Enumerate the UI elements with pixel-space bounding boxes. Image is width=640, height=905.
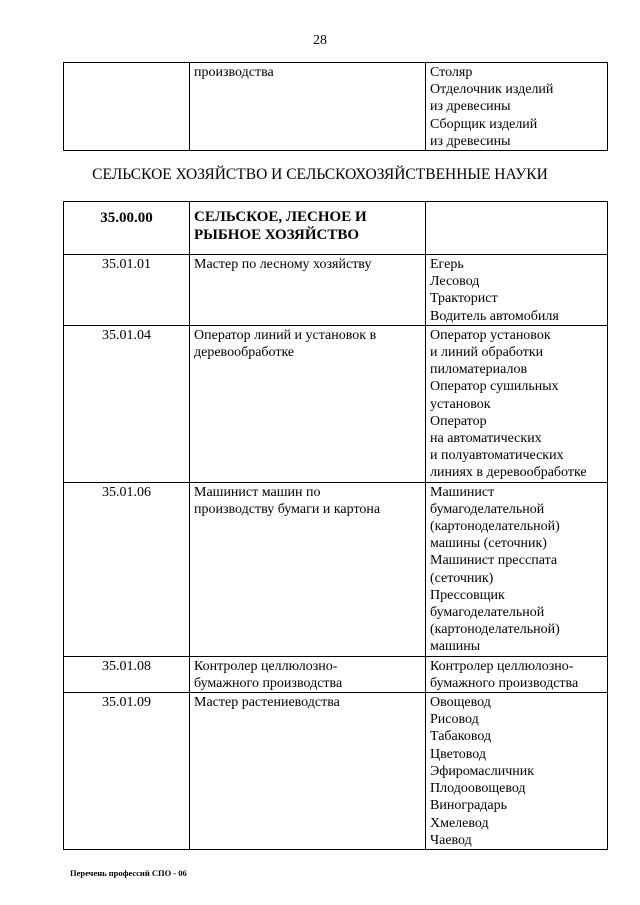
document-footer: Перечень профессий СПО - 06 xyxy=(70,868,187,878)
profession-item: Оператор xyxy=(430,413,487,429)
profession-item: (картоноделательной) xyxy=(430,519,560,535)
table-row xyxy=(64,325,608,482)
specialty-code: 35.01.09 xyxy=(64,693,190,850)
professions-table xyxy=(63,201,608,850)
profession-item: Прессовщик xyxy=(430,587,505,603)
profession-item: Столяр xyxy=(430,65,473,80)
table-row xyxy=(64,482,608,656)
profession-item: Сборщик изделий xyxy=(430,116,538,132)
group-name-line: РЫБНОЕ ХОЗЯЙСТВО xyxy=(194,227,359,243)
table-row xyxy=(64,255,608,326)
profession-item: Машинист пресспата xyxy=(430,553,558,569)
professions-cell xyxy=(426,693,608,850)
specialty-name xyxy=(190,482,426,656)
specialty-name-line: бумажного производства xyxy=(194,675,343,691)
profession-item: и полуавтоматических xyxy=(430,448,564,464)
profession-item: (картоноделательной) xyxy=(430,622,560,638)
profession-item: бумажного производства xyxy=(430,675,579,691)
profession-item: Плодоовощевод xyxy=(430,781,526,797)
group-header-row xyxy=(64,202,608,255)
profession-item: из древесины xyxy=(430,99,511,115)
specialty-name xyxy=(190,255,426,326)
profession-item: Машинист xyxy=(430,484,495,500)
specialty-code: 35.01.04 xyxy=(64,325,190,482)
profession-item: установок xyxy=(430,396,491,412)
profession-item: Овощевод xyxy=(430,695,491,711)
specialty-name xyxy=(190,693,426,850)
profession-item: Отделочник изделий xyxy=(430,82,554,98)
profession-item: из древесины xyxy=(430,133,511,149)
profession-item: Виноградарь xyxy=(430,798,507,814)
profession-item: линиях в деревообработке xyxy=(430,465,587,481)
specialty-code xyxy=(64,63,190,151)
profession-item: и линий обработки xyxy=(430,345,544,361)
specialty-code: 35.01.08 xyxy=(64,656,190,692)
specialty-code: 35.01.01 xyxy=(64,255,190,326)
profession-item: бумагоделательной xyxy=(430,501,545,517)
profession-item: бумагоделательной xyxy=(430,605,545,621)
professions-cell xyxy=(426,63,608,151)
specialty-name xyxy=(190,656,426,692)
profession-item: Рисовод xyxy=(430,712,479,728)
profession-item: Цветовод xyxy=(430,746,487,762)
profession-item: машины (сеточник) xyxy=(430,536,547,552)
specialty-name-line: Машинист машин по xyxy=(194,484,321,500)
section-heading: СЕЛЬСКОЕ ХОЗЯЙСТВО И СЕЛЬСКОХОЗЯЙСТВЕННЫЕ НАУКИ xyxy=(92,166,548,183)
profession-item: Оператор сушильных xyxy=(430,379,559,395)
specialty-name-line: Мастер растениеводства xyxy=(194,695,340,711)
profession-item: Чаевод xyxy=(430,832,472,848)
specialty-name-line: Мастер по лесному хозяйству xyxy=(194,257,372,272)
professions-cell xyxy=(426,325,608,482)
profession-item: Эфиромасличник xyxy=(430,763,535,779)
specialty-name-line: производства xyxy=(194,65,274,80)
profession-item: Контролер целлюлозно- xyxy=(430,658,574,674)
specialty-name-line: деревообработке xyxy=(194,345,295,361)
continuation-table xyxy=(63,62,608,151)
profession-item: пиломатериалов xyxy=(430,362,528,378)
profession-item: (сеточник) xyxy=(430,570,494,586)
group-name xyxy=(190,202,426,255)
profession-item: Водитель автомобиля xyxy=(430,308,559,324)
profession-item: Хмелевод xyxy=(430,815,489,831)
profession-item: Егерь xyxy=(430,257,464,272)
page-number: 28 xyxy=(313,33,327,48)
professions-cell xyxy=(426,656,608,692)
specialty-code: 35.01.06 xyxy=(64,482,190,656)
table-row xyxy=(64,693,608,850)
profession-item: машины xyxy=(430,639,481,655)
specialty-name xyxy=(190,325,426,482)
table-row xyxy=(64,63,608,151)
specialty-name-line: Оператор линий и установок в xyxy=(194,327,377,343)
specialty-name-line: производству бумаги и картона xyxy=(194,501,381,517)
specialty-name xyxy=(190,63,426,151)
specialty-name-line: Контролер целлюлозно- xyxy=(194,658,338,674)
professions-cell xyxy=(426,482,608,656)
table-row xyxy=(64,656,608,692)
group-code: 35.00.00 xyxy=(64,202,190,255)
profession-item: Оператор установок xyxy=(430,327,551,343)
profession-item: на автоматических xyxy=(430,431,542,447)
group-professions-cell xyxy=(426,202,608,255)
profession-item: Лесовод xyxy=(430,274,480,290)
group-name-line: СЕЛЬСКОЕ, ЛЕСНОЕ И xyxy=(194,209,367,225)
professions-cell xyxy=(426,255,608,326)
profession-item: Табаковод xyxy=(430,729,492,745)
profession-item: Тракторист xyxy=(430,291,498,307)
